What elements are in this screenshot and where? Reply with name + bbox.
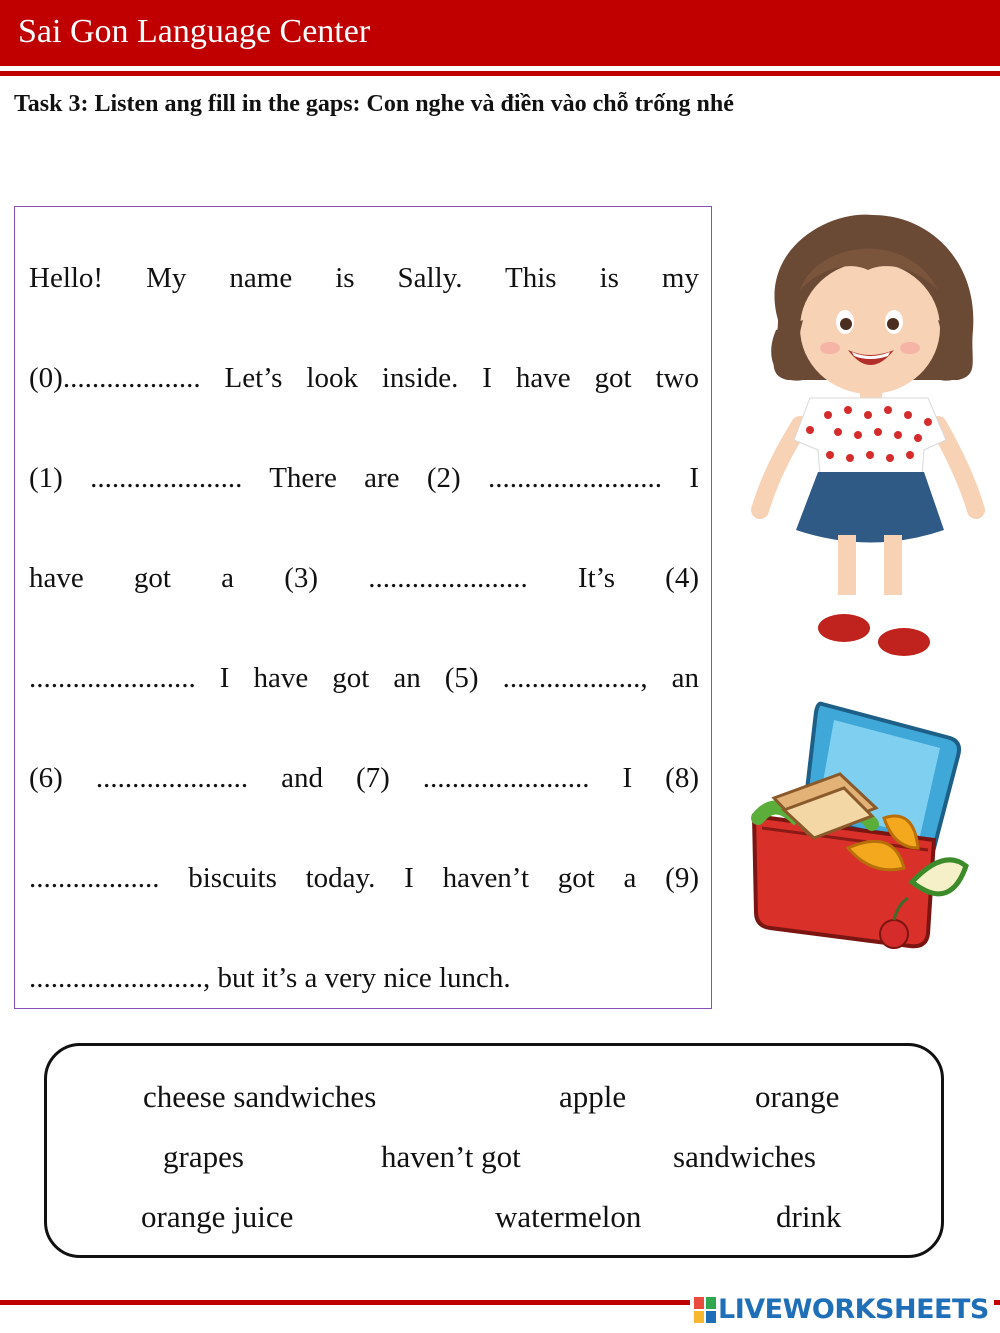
header-divider — [0, 71, 1000, 76]
task-title: Task 3: Listen ang fill in the gaps: Con nghe và điền vào chỗ trống nhé — [14, 91, 734, 117]
girl-illustration — [748, 210, 986, 680]
word-bank-item: sandwiches — [673, 1139, 816, 1174]
passage-line: (6) ..................... and (7) ....................... I (8) — [29, 762, 699, 794]
passage-line: (1) ..................... There are (2) ........................ I — [29, 462, 699, 494]
header-bar — [0, 0, 1000, 66]
liveworksheets-wordmark: LIVEWORKSHEETS — [718, 1294, 989, 1325]
word-bank — [44, 1043, 944, 1258]
lunchbox-illustration — [744, 698, 974, 968]
word-bank-item: grapes — [163, 1139, 244, 1174]
liveworksheets-icon — [694, 1297, 716, 1323]
word-bank-item: haven’t got — [381, 1139, 521, 1174]
passage-line: (0)................... Let’s look inside. I have got two — [29, 362, 699, 394]
liveworksheets-logo[interactable] — [690, 1291, 994, 1329]
word-bank-item: drink — [776, 1199, 842, 1234]
passage-line: have got a (3) ...................... It’s (4) — [29, 562, 699, 594]
word-bank-item: orange juice — [141, 1199, 294, 1234]
word-bank-item: cheese sandwiches — [143, 1079, 377, 1114]
passage-line: Hello! My name is Sally. This is my — [29, 262, 699, 294]
passage-line: .................. biscuits today. I haven’t got a (9) — [29, 862, 699, 894]
word-bank-item: apple — [559, 1079, 627, 1114]
center-name: Sai Gon Language Center — [18, 13, 371, 50]
passage-line: ........................, but it’s a very nice lunch. — [29, 962, 511, 994]
passage-line: ....................... I have got an (5) ..................., an — [29, 662, 699, 694]
word-bank-item: orange — [755, 1079, 840, 1114]
word-bank-item: watermelon — [495, 1199, 642, 1234]
passage-box — [14, 206, 712, 1009]
